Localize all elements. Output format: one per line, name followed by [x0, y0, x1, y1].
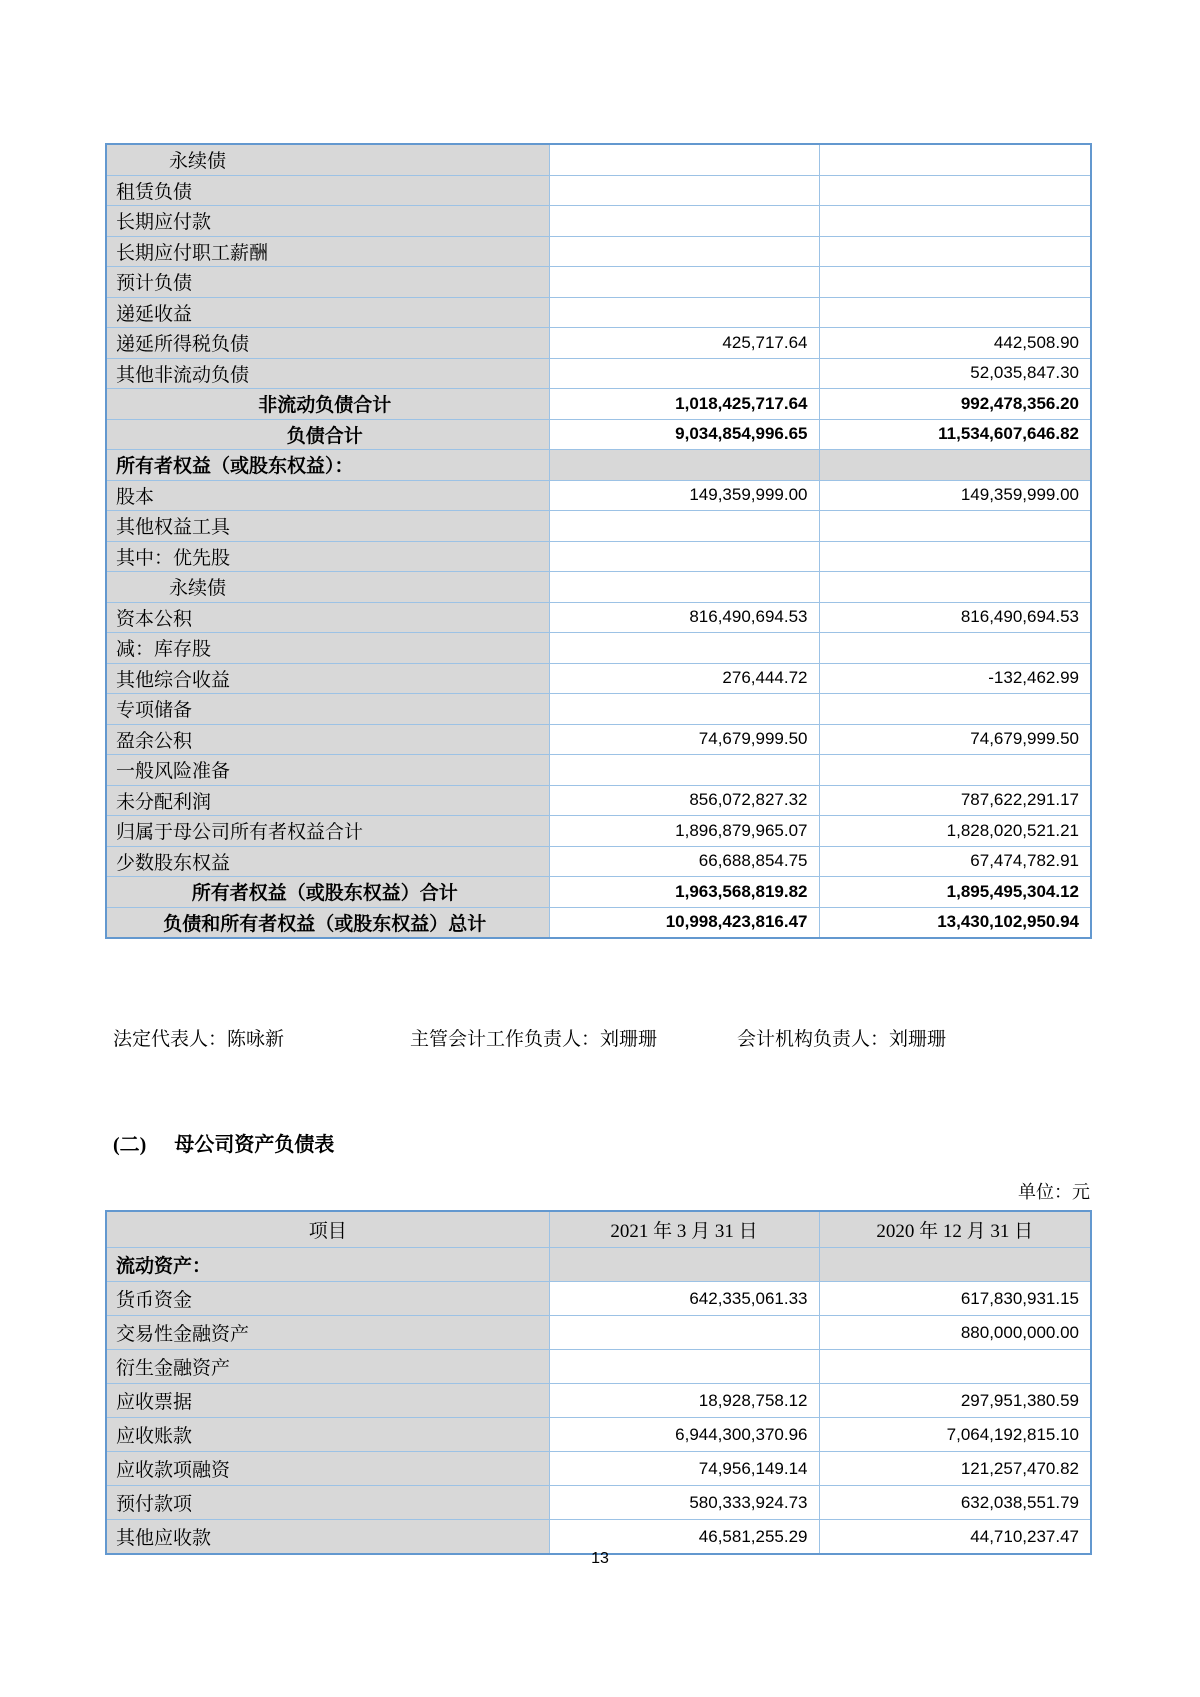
balance-sheet-continuation-body [106, 144, 1091, 938]
row-label-cell: 长期应付款 [106, 206, 549, 237]
column-header: 2020 年 12 月 31 日 [819, 1211, 1091, 1248]
row-label-cell: 货币资金 [106, 1282, 549, 1316]
value-cell-2020-12-31: 297,951,380.59 [819, 1384, 1091, 1418]
value-cell-2021-03-31 [549, 1316, 819, 1350]
value-cell-2020-12-31 [819, 236, 1091, 267]
row-label-cell: 永续债 [106, 572, 549, 603]
table-row [106, 816, 1091, 847]
table-row [106, 175, 1091, 206]
table-row [106, 572, 1091, 603]
value-cell-2021-03-31 [549, 1248, 819, 1282]
row-label-cell: 其中：优先股 [106, 541, 549, 572]
value-cell-2021-03-31 [549, 175, 819, 206]
value-cell-2020-12-31: 992,478,356.20 [819, 389, 1091, 420]
value-cell-2021-03-31 [549, 633, 819, 664]
column-header: 2021 年 3 月 31 日 [549, 1211, 819, 1248]
value-cell-2020-12-31: 632,038,551.79 [819, 1486, 1091, 1520]
table-row [106, 846, 1091, 877]
value-cell-2021-03-31 [549, 755, 819, 786]
row-label-cell: 预付款项 [106, 1486, 549, 1520]
table-row [106, 419, 1091, 450]
value-cell-2020-12-31 [819, 267, 1091, 298]
table-row [106, 511, 1091, 542]
table-row [106, 1248, 1091, 1282]
value-cell-2020-12-31: -132,462.99 [819, 663, 1091, 694]
value-cell-2021-03-31: 74,956,149.14 [549, 1452, 819, 1486]
row-label-cell: 一般风险准备 [106, 755, 549, 786]
row-label-cell: 递延所得税负债 [106, 328, 549, 359]
row-label-cell: 盈余公积 [106, 724, 549, 755]
balance-sheet-continuation-table [105, 143, 1092, 939]
value-cell-2021-03-31: 46,581,255.29 [549, 1520, 819, 1555]
table-row [106, 144, 1091, 175]
value-cell-2021-03-31 [549, 144, 819, 175]
value-cell-2020-12-31: 13,430,102,950.94 [819, 907, 1091, 938]
row-label-cell: 负债和所有者权益（或股东权益）总计 [106, 907, 549, 938]
row-label-cell: 负债合计 [106, 419, 549, 450]
value-cell-2020-12-31: 880,000,000.00 [819, 1316, 1091, 1350]
table-row [106, 755, 1091, 786]
table-row [106, 602, 1091, 633]
value-cell-2021-03-31: 642,335,061.33 [549, 1282, 819, 1316]
row-label-cell: 流动资产： [106, 1248, 549, 1282]
table-row [106, 1452, 1091, 1486]
value-cell-2020-12-31: 67,474,782.91 [819, 846, 1091, 877]
value-cell-2021-03-31: 1,963,568,819.82 [549, 877, 819, 908]
table-row [106, 1350, 1091, 1384]
value-cell-2020-12-31: 121,257,470.82 [819, 1452, 1091, 1486]
value-cell-2021-03-31: 425,717.64 [549, 328, 819, 359]
row-label-cell: 归属于母公司所有者权益合计 [106, 816, 549, 847]
value-cell-2020-12-31: 787,622,291.17 [819, 785, 1091, 816]
value-cell-2020-12-31: 149,359,999.00 [819, 480, 1091, 511]
row-label-cell: 租赁负债 [106, 175, 549, 206]
table-row [106, 694, 1091, 725]
table-row [106, 633, 1091, 664]
column-header: 项目 [106, 1211, 549, 1248]
value-cell-2020-12-31: 52,035,847.30 [819, 358, 1091, 389]
value-cell-2021-03-31: 9,034,854,996.65 [549, 419, 819, 450]
value-cell-2021-03-31 [549, 1350, 819, 1384]
value-cell-2020-12-31: 44,710,237.47 [819, 1520, 1091, 1555]
value-cell-2021-03-31: 74,679,999.50 [549, 724, 819, 755]
value-cell-2021-03-31: 816,490,694.53 [549, 602, 819, 633]
row-label-cell: 预计负债 [106, 267, 549, 298]
row-label-cell: 长期应付职工薪酬 [106, 236, 549, 267]
value-cell-2021-03-31 [549, 541, 819, 572]
table-row [106, 206, 1091, 237]
value-cell-2021-03-31: 18,928,758.12 [549, 1384, 819, 1418]
table-row [106, 785, 1091, 816]
value-cell-2020-12-31: 7,064,192,815.10 [819, 1418, 1091, 1452]
value-cell-2021-03-31 [549, 267, 819, 298]
value-cell-2020-12-31 [819, 297, 1091, 328]
row-label-cell: 永续债 [106, 144, 549, 175]
table-header-row [106, 1211, 1091, 1248]
table-row [106, 236, 1091, 267]
table-row [106, 877, 1091, 908]
value-cell-2021-03-31: 856,072,827.32 [549, 785, 819, 816]
value-cell-2021-03-31 [549, 206, 819, 237]
table-row [106, 480, 1091, 511]
value-cell-2021-03-31: 276,444.72 [549, 663, 819, 694]
section-heading [113, 1128, 334, 1157]
unit-label: 单位：元 [1018, 1182, 1090, 1202]
value-cell-2020-12-31 [819, 450, 1091, 481]
table-row [106, 1282, 1091, 1316]
accounting-head-signature: 会计机构负责人：刘珊珊 [737, 1029, 947, 1050]
value-cell-2020-12-31 [819, 175, 1091, 206]
table-row [106, 267, 1091, 298]
row-label-cell: 非流动负债合计 [106, 389, 549, 420]
value-cell-2020-12-31: 11,534,607,646.82 [819, 419, 1091, 450]
value-cell-2020-12-31 [819, 572, 1091, 603]
table-row [106, 541, 1091, 572]
value-cell-2021-03-31: 10,998,423,816.47 [549, 907, 819, 938]
table-row [106, 1316, 1091, 1350]
signature-row [105, 1024, 1090, 1050]
row-label-cell: 股本 [106, 480, 549, 511]
table-row [106, 1520, 1091, 1555]
parent-company-balance-sheet-table [105, 1210, 1092, 1555]
table-row [106, 328, 1091, 359]
value-cell-2020-12-31 [819, 633, 1091, 664]
row-label-cell: 衍生金融资产 [106, 1350, 549, 1384]
legal-representative-signature: 法定代表人：陈咏新 [113, 1029, 285, 1050]
table-row [106, 724, 1091, 755]
section-index: (二) [113, 1134, 147, 1156]
value-cell-2021-03-31 [549, 297, 819, 328]
value-cell-2021-03-31: 1,896,879,965.07 [549, 816, 819, 847]
section-title: 母公司资产负债表 [174, 1134, 335, 1156]
row-label-cell: 其他权益工具 [106, 511, 549, 542]
row-label-cell: 所有者权益（或股东权益）合计 [106, 877, 549, 908]
value-cell-2021-03-31: 149,359,999.00 [549, 480, 819, 511]
value-cell-2020-12-31: 442,508.90 [819, 328, 1091, 359]
row-label-cell: 应收账款 [106, 1418, 549, 1452]
table-row [106, 663, 1091, 694]
table-row [106, 450, 1091, 481]
table-row [106, 389, 1091, 420]
row-label-cell: 所有者权益（或股东权益）： [106, 450, 549, 481]
row-label-cell: 递延收益 [106, 297, 549, 328]
value-cell-2020-12-31: 74,679,999.50 [819, 724, 1091, 755]
row-label-cell: 应收票据 [106, 1384, 549, 1418]
value-cell-2020-12-31 [819, 206, 1091, 237]
row-label-cell: 未分配利润 [106, 785, 549, 816]
value-cell-2021-03-31 [549, 236, 819, 267]
chief-accountant-signature: 主管会计工作负责人：刘珊珊 [410, 1029, 658, 1050]
page-number: 13 [591, 1550, 609, 1567]
table-row [106, 1384, 1091, 1418]
value-cell-2021-03-31 [549, 694, 819, 725]
value-cell-2020-12-31 [819, 1350, 1091, 1384]
row-label-cell: 专项储备 [106, 694, 549, 725]
row-label-cell: 资本公积 [106, 602, 549, 633]
parent-balance-sheet-header [106, 1211, 1091, 1248]
row-label-cell: 少数股东权益 [106, 846, 549, 877]
value-cell-2021-03-31: 6,944,300,370.96 [549, 1418, 819, 1452]
row-label-cell: 减：库存股 [106, 633, 549, 664]
row-label-cell: 应收款项融资 [106, 1452, 549, 1486]
table-row [106, 358, 1091, 389]
value-cell-2020-12-31: 617,830,931.15 [819, 1282, 1091, 1316]
value-cell-2020-12-31 [819, 144, 1091, 175]
value-cell-2021-03-31 [549, 358, 819, 389]
parent-balance-sheet-body [106, 1248, 1091, 1555]
value-cell-2020-12-31: 816,490,694.53 [819, 602, 1091, 633]
value-cell-2021-03-31: 1,018,425,717.64 [549, 389, 819, 420]
value-cell-2021-03-31 [549, 511, 819, 542]
value-cell-2020-12-31 [819, 541, 1091, 572]
value-cell-2020-12-31 [819, 511, 1091, 542]
value-cell-2020-12-31 [819, 755, 1091, 786]
value-cell-2020-12-31 [819, 1248, 1091, 1282]
row-label-cell: 其他应收款 [106, 1520, 549, 1555]
table-row [106, 1418, 1091, 1452]
row-label-cell: 其他非流动负债 [106, 358, 549, 389]
value-cell-2021-03-31: 580,333,924.73 [549, 1486, 819, 1520]
value-cell-2020-12-31: 1,828,020,521.21 [819, 816, 1091, 847]
table-row [106, 297, 1091, 328]
value-cell-2021-03-31: 66,688,854.75 [549, 846, 819, 877]
table-row [106, 1486, 1091, 1520]
value-cell-2020-12-31 [819, 694, 1091, 725]
value-cell-2021-03-31 [549, 572, 819, 603]
value-cell-2020-12-31: 1,895,495,304.12 [819, 877, 1091, 908]
table-row [106, 907, 1091, 938]
row-label-cell: 其他综合收益 [106, 663, 549, 694]
row-label-cell: 交易性金融资产 [106, 1316, 549, 1350]
value-cell-2021-03-31 [549, 450, 819, 481]
